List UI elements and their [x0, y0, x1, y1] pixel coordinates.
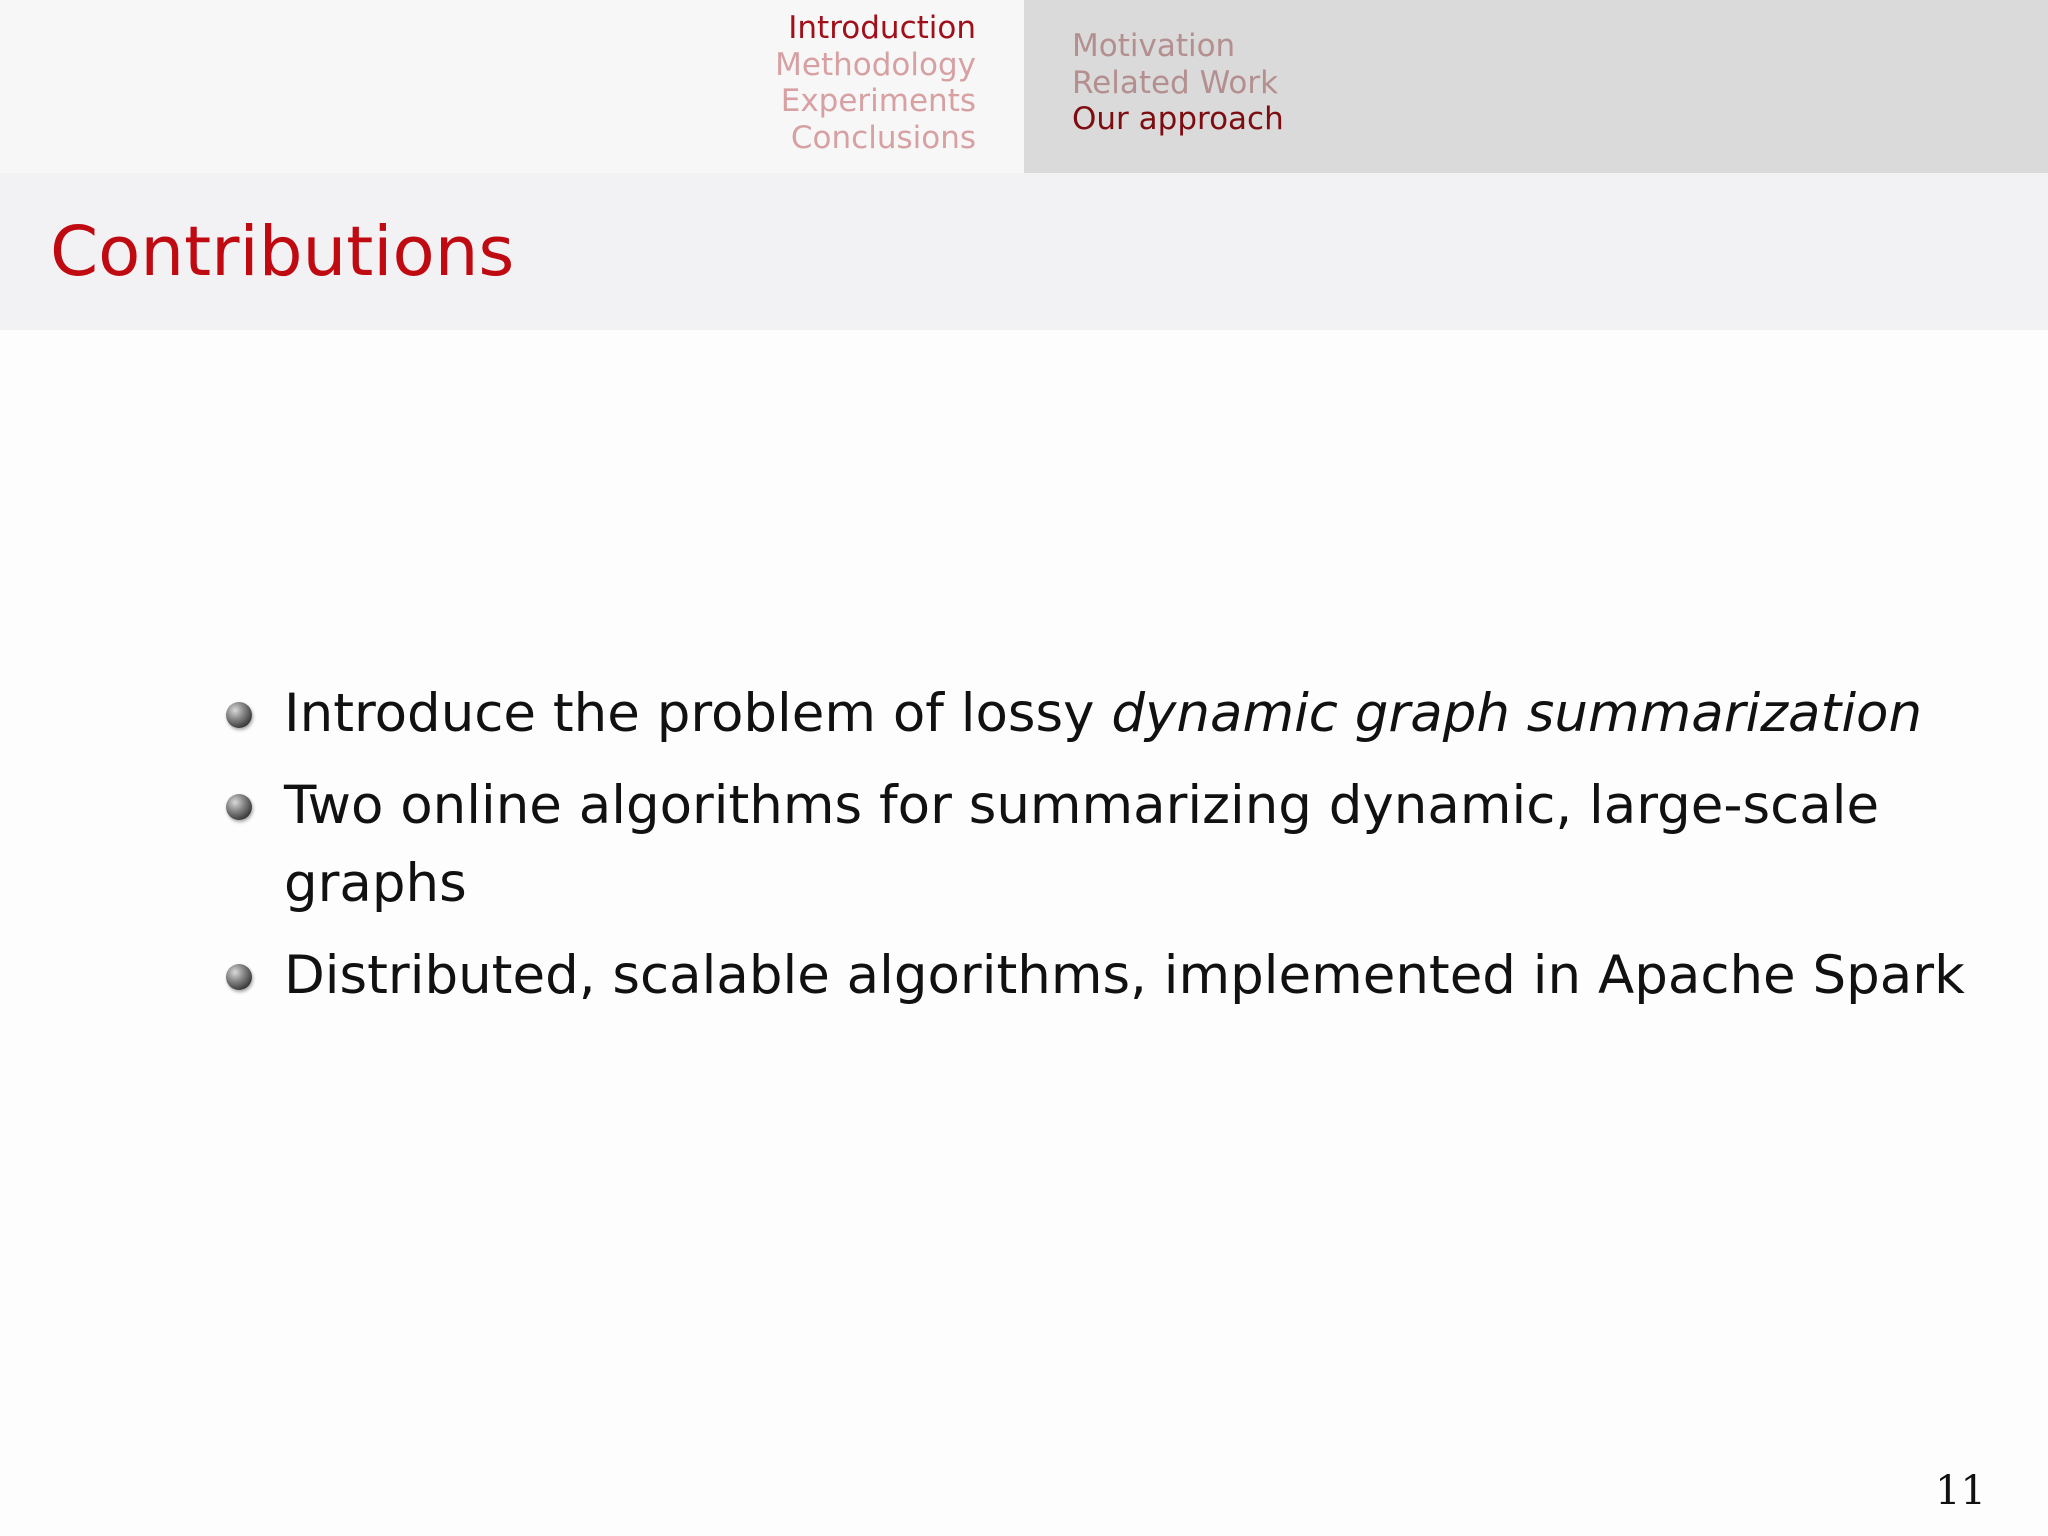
bullet-text: Distributed, scalable algorithms, implemented in Apache Spark	[284, 945, 1965, 1006]
list-item	[216, 767, 1976, 923]
section-nav-panel	[0, 0, 1024, 173]
bullet-list	[216, 675, 1976, 1029]
list-item	[216, 937, 1976, 1015]
subsection-nav	[1072, 28, 1284, 138]
nav-section-conclusions[interactable]: Conclusions	[790, 119, 976, 156]
bullet-ball-icon	[226, 794, 252, 820]
subsection-nav-panel	[1024, 0, 2048, 173]
nav-section-methodology[interactable]: Methodology	[775, 46, 976, 83]
nav-section-experiments[interactable]: Experiments	[780, 83, 976, 119]
page-number: 11	[1935, 1468, 1986, 1514]
bullet-text: Introduce the problem of lossy	[284, 683, 1112, 744]
nav-subsection-our-approach[interactable]: Our approach	[1072, 101, 1284, 137]
bullet-text: Two online algorithms for summarizing dynamic, large-scale graphs	[284, 775, 1880, 914]
bullet-emphasis: dynamic graph summarization	[1111, 683, 1923, 744]
list-item	[216, 675, 1976, 753]
section-nav	[624, 10, 1024, 156]
nav-section-introduction[interactable]: Introduction	[788, 10, 976, 46]
nav-subsection-related-work[interactable]: Related Work	[1072, 64, 1279, 101]
bullet-ball-icon	[226, 964, 252, 990]
bullet-ball-icon	[226, 702, 252, 728]
frame-title: Contributions	[50, 212, 515, 292]
nav-subsection-motivation[interactable]: Motivation	[1072, 28, 1236, 64]
